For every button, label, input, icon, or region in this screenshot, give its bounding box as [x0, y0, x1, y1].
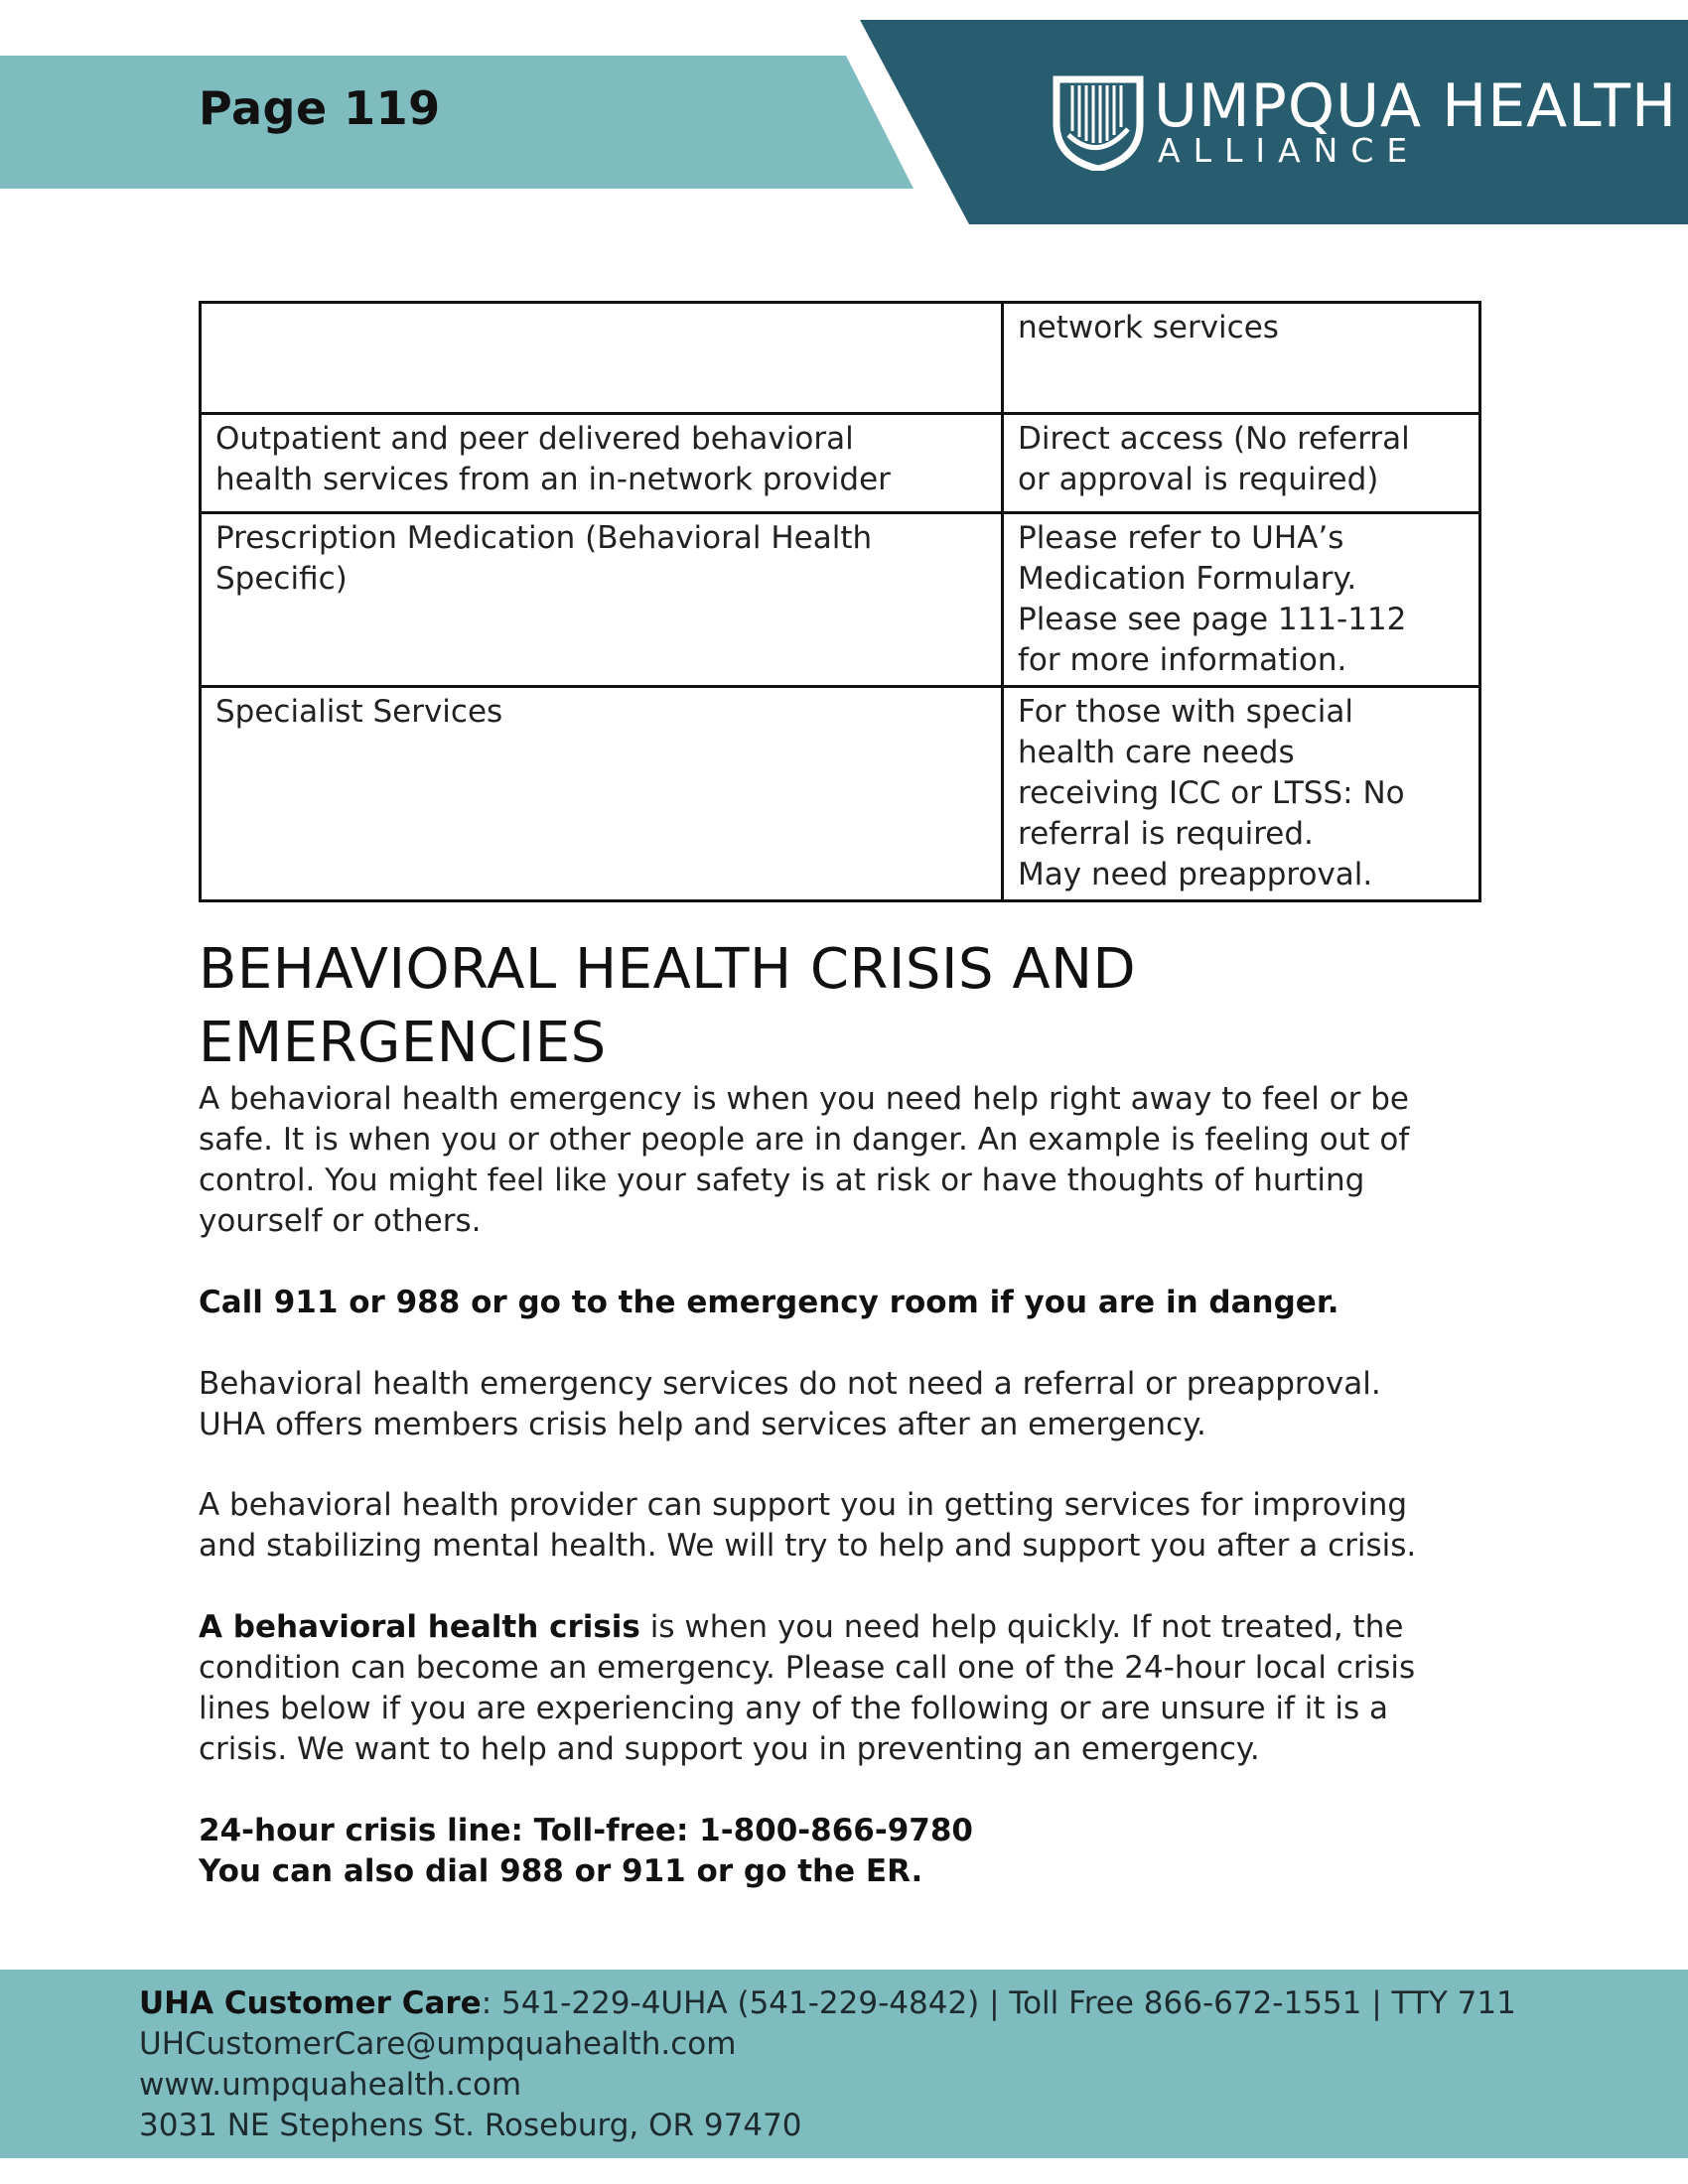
page-number: Page 119: [199, 81, 441, 135]
customer-care-label: UHA Customer Care: [139, 1985, 482, 2021]
cell-text: Specific): [215, 561, 348, 597]
paragraph-line: [199, 1607, 1489, 1648]
paragraph-line: control. You might feel like your safety is at risk or have thoughts of hurting: [199, 1162, 1365, 1198]
cell-text: For those with special: [1018, 694, 1353, 730]
section-title-line: BEHAVIORAL HEALTH CRISIS AND: [199, 937, 1137, 1002]
paragraph-line: You can also dial 988 or 911 or go the ER.: [199, 1853, 923, 1889]
paragraph-line: condition can become an emergency. Please call one of the 24-hour local crisis: [199, 1650, 1416, 1686]
paragraph-line: lines below if you are experiencing any of the following or are unsure if it is a: [199, 1691, 1388, 1726]
paragraph-line: A behavioral health emergency is when you need help right away to feel or be: [199, 1081, 1410, 1117]
section-title-line: EMERGENCIES: [199, 1011, 607, 1075]
crisis-line-rest: is when you need help quickly. If not treated, the: [639, 1609, 1404, 1645]
cell-text: health care needs: [1018, 735, 1295, 770]
paragraph-provider-support: [199, 1485, 1489, 1567]
section-title: [199, 933, 1136, 1080]
crisis-phone-line: 24-hour crisis line: Toll-free: 1-800-866-9780: [199, 1813, 973, 1848]
paragraph-line: A behavioral health provider can support you in getting services for improving: [199, 1487, 1408, 1523]
service-cell: [201, 687, 1003, 901]
paragraph-line: Behavioral health emergency services do not need a referral or preapproval.: [199, 1366, 1381, 1402]
cell-text: or approval is required): [1018, 462, 1379, 497]
table-row: [201, 687, 1480, 901]
service-cell: [201, 414, 1003, 513]
cell-text: Direct access (No referral: [1018, 421, 1410, 457]
paragraph-no-referral: [199, 1364, 1489, 1445]
table-row: [201, 513, 1480, 687]
access-cell: [1003, 303, 1480, 414]
umpqua-logo: [1049, 71, 1678, 181]
cell-text: Please refer to UHA’s: [1018, 520, 1344, 556]
table-row: [201, 303, 1480, 414]
access-cell: [1003, 513, 1480, 687]
table-row: [201, 414, 1480, 513]
footer-email-link[interactable]: UHCustomerCare@umpquahealth.com: [139, 2026, 737, 2062]
cell-text: Prescription Medication (Behavioral Health: [215, 520, 873, 556]
paragraph-line: safe. It is when you or other people are in danger. An example is feeling out of: [199, 1122, 1410, 1158]
footer-address: 3031 NE Stephens St. Roseburg, OR 97470: [139, 2108, 802, 2143]
services-table: [199, 301, 1481, 902]
footer-customer-care: [139, 1983, 1516, 2024]
logo-subtitle: ALLIANCE: [1158, 131, 1421, 170]
header-band: [0, 56, 914, 189]
cell-text: for more information.: [1018, 642, 1347, 678]
paragraph-line: and stabilizing mental health. We will try to help and support you after a crisis.: [199, 1528, 1417, 1564]
umpqua-shield-logo-icon: [1049, 71, 1148, 171]
cell-text: network services: [1018, 310, 1279, 345]
crisis-term: A behavioral health crisis: [199, 1609, 640, 1645]
access-cell: [1003, 414, 1480, 513]
paragraph-emergency-definition: [199, 1079, 1489, 1242]
cell-text: Outpatient and peer delivered behavioral: [215, 421, 854, 457]
cell-text: health services from an in-network provider: [215, 462, 891, 497]
cell-text: receiving ICC or LTSS: No: [1018, 775, 1405, 811]
customer-care-phones: : 541-229-4UHA (541-229-4842) | Toll Free 866-672-1551 | TTY 711: [481, 1985, 1516, 2021]
service-cell: [201, 513, 1003, 687]
footer: [0, 1970, 1688, 2158]
cell-text: Please see page 111-112: [1018, 602, 1407, 637]
access-cell: [1003, 687, 1480, 901]
cell-text: Specialist Services: [215, 694, 503, 730]
service-cell: [201, 303, 1003, 414]
paragraph-crisis-line: [199, 1811, 1489, 1892]
footer-contact: [139, 1983, 1516, 2146]
paragraph-line: crisis. We want to help and support you in preventing an emergency.: [199, 1731, 1260, 1767]
cell-text: May need preapproval.: [1018, 857, 1373, 892]
logo-name: UMPQUA HEALTH: [1154, 71, 1678, 141]
paragraph-crisis-definition: [199, 1607, 1489, 1770]
paragraph-call-911: [199, 1283, 1489, 1323]
paragraph-line: yourself or others.: [199, 1203, 482, 1239]
cell-text: Medication Formulary.: [1018, 561, 1357, 597]
paragraph-line: UHA offers members crisis help and services after an emergency.: [199, 1407, 1206, 1442]
paragraph-line: Call 911 or 988 or go to the emergency room if you are in danger.: [199, 1285, 1339, 1320]
cell-text: referral is required.: [1018, 816, 1314, 852]
footer-website-link[interactable]: www.umpquahealth.com: [139, 2067, 522, 2103]
